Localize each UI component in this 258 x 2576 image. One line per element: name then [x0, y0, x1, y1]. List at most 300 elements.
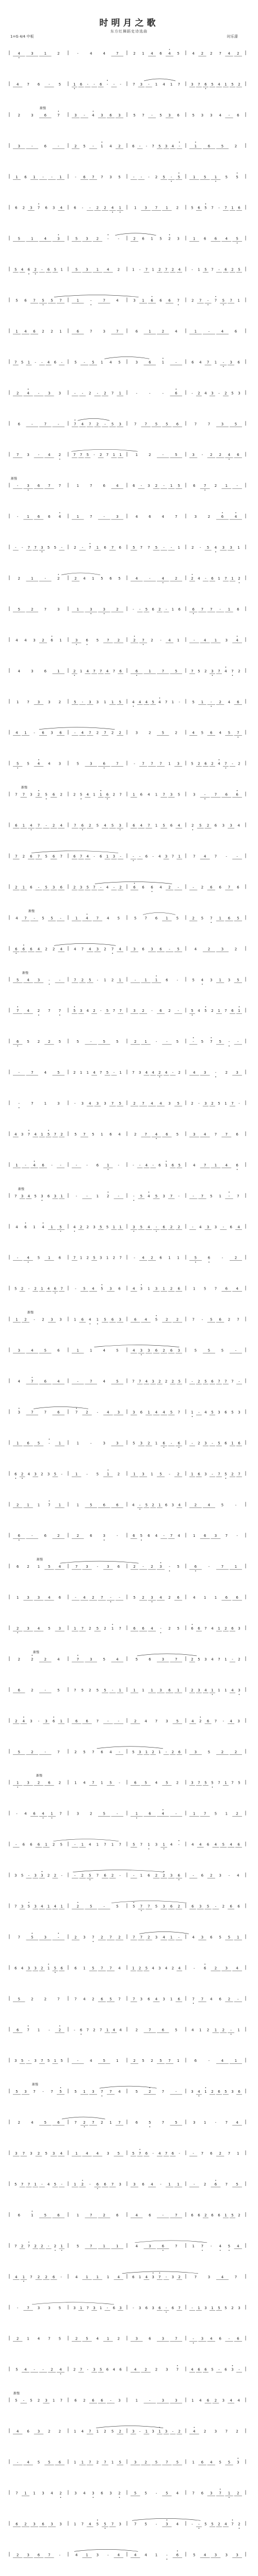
- note-digit: 7: [57, 1750, 60, 1754]
- note-digit: -: [204, 792, 206, 797]
- octave-dot: [19, 1107, 20, 1108]
- octave-dot: [104, 1539, 105, 1540]
- note-digit: 2: [21, 2244, 24, 2248]
- note-digit: 5: [30, 2398, 33, 2403]
- note-digit: -: [155, 2491, 157, 2496]
- note-digit: 1: [86, 2553, 88, 2557]
- note-digit: 5: [103, 1040, 106, 1044]
- note-digit: 1: [133, 1472, 136, 1477]
- note-digit: 6: [111, 1317, 114, 1322]
- notation-system: [9, 851, 246, 861]
- note-digit: 7: [201, 2151, 204, 2156]
- note-digit: 7: [86, 2306, 89, 2310]
- note-digit: 3: [133, 1225, 135, 1229]
- note-digit: 2: [191, 577, 194, 581]
- note-digit: -: [133, 175, 135, 179]
- note-digit: 1: [96, 267, 99, 272]
- note-digit: -: [89, 206, 91, 210]
- note-digit: 5: [163, 175, 165, 179]
- note-digit: 3: [148, 484, 150, 488]
- note-digit: 4: [158, 700, 161, 704]
- octave-dot: [166, 2312, 167, 2313]
- octave-dot: [34, 1161, 35, 1162]
- note-digit: 1: [234, 1565, 237, 1569]
- octave-dot: [97, 1324, 98, 1325]
- notation-system: [9, 357, 246, 367]
- note-digit: 2: [54, 2244, 57, 2248]
- note-digit: -: [75, 175, 76, 179]
- note-digit: -: [133, 607, 134, 612]
- note-digit: 7: [74, 823, 76, 828]
- octave-dot: [179, 173, 180, 174]
- note-digit: 1: [106, 854, 109, 859]
- note-digit: 3: [41, 1194, 43, 1198]
- notation-system: [9, 909, 246, 923]
- note-digit: 6: [101, 2398, 103, 2403]
- note-digit: 5: [48, 1565, 51, 1569]
- note-digit: 2: [18, 2121, 21, 2125]
- note-digit: 2: [231, 1472, 234, 1477]
- notation-system: [9, 1595, 246, 1602]
- note-digit: 1: [237, 298, 240, 303]
- note-digit: 5: [222, 1842, 225, 1847]
- note-digit: 4: [58, 515, 61, 519]
- note-digit: 5: [144, 2491, 147, 2496]
- octave-dot: [38, 759, 39, 760]
- note-digit: 4: [89, 1101, 91, 1106]
- note-digit: 7: [15, 854, 18, 859]
- note-digit: 4: [37, 947, 40, 952]
- note-digit: 2: [89, 1688, 91, 1692]
- note-digit: -: [191, 2522, 193, 2527]
- note-digit: 1: [149, 669, 151, 673]
- note-digit: 5: [92, 360, 94, 365]
- note-digit: 4: [151, 2182, 153, 2187]
- note-digit: 3: [27, 1596, 29, 1600]
- note-digit: 7: [96, 1719, 99, 1723]
- note-digit: 6: [57, 1410, 60, 1415]
- note-digit: 5: [27, 1904, 30, 1909]
- note-digit: 1: [214, 175, 217, 179]
- note-digit: 2: [162, 329, 165, 334]
- note-digit: 4: [135, 515, 138, 519]
- note-digit: 7: [168, 2059, 171, 2063]
- notation-system: [9, 2149, 246, 2156]
- note-digit: -: [160, 2182, 162, 2187]
- note-digit: 1: [60, 2244, 63, 2248]
- note-digit: 6: [145, 2306, 148, 2310]
- note-digit: 1: [214, 638, 217, 642]
- note-digit: 4: [81, 422, 84, 427]
- octave-dot: [105, 2528, 106, 2529]
- note-digit: 3: [79, 885, 83, 890]
- note-digit: 6: [224, 2367, 227, 2372]
- note-digit: 7: [111, 546, 114, 550]
- note-digit: 5: [54, 546, 57, 550]
- notation-system: [9, 943, 246, 954]
- note-digit: 3: [133, 298, 136, 303]
- note-digit: 4: [148, 792, 150, 797]
- note-digit: 7: [201, 1997, 204, 2002]
- note-digit: 5: [18, 236, 21, 241]
- note-digit: -: [142, 1565, 144, 1569]
- note-digit: 7: [224, 577, 227, 581]
- note-digit: -: [119, 1781, 120, 1785]
- note-digit: 1: [74, 1626, 76, 1631]
- note-digit: -: [113, 1071, 115, 1075]
- note-digit: 7: [106, 453, 109, 457]
- note-digit: -: [100, 1009, 102, 1013]
- note-digit: 5: [166, 422, 168, 427]
- note-digit: 6: [159, 947, 162, 952]
- note-digit: 1: [144, 1040, 147, 1044]
- note-digit: 2: [101, 2121, 103, 2125]
- note-digit: 7: [90, 2213, 92, 2217]
- octave-dot: [223, 366, 224, 367]
- note-digit: -: [194, 638, 195, 642]
- note-digit: 7: [192, 1317, 195, 1322]
- notation-system: [9, 1931, 246, 1942]
- note-digit: 2: [158, 1071, 161, 1075]
- note-digit: 5: [109, 1781, 112, 1785]
- note-digit: 7: [27, 2182, 30, 2187]
- octave-dot: [59, 459, 60, 460]
- note-digit: 3: [170, 792, 173, 797]
- note-digit: 7: [198, 82, 200, 87]
- octave-dot: [239, 1006, 240, 1007]
- note-digit: 6: [54, 1286, 57, 1291]
- notation-system: [9, 2082, 246, 2096]
- octave-dot: [164, 1871, 165, 1872]
- note-digit: 2: [175, 577, 178, 581]
- note-digit: 6: [101, 1997, 103, 2002]
- note-digit: -: [59, 978, 61, 982]
- note-digit: -: [207, 298, 209, 303]
- note-digit: 2: [219, 2151, 221, 2156]
- note-digit: -: [228, 113, 230, 117]
- octave-dot: [225, 768, 227, 769]
- note-digit: 6: [73, 854, 76, 859]
- note-digit: -: [133, 1194, 135, 1198]
- note-digit: 6: [22, 1842, 25, 1847]
- octave-dot: [159, 698, 160, 699]
- note-digit: 6: [103, 1503, 106, 1507]
- note-digit: 4: [118, 1966, 121, 1971]
- note-digit: 3: [191, 2090, 194, 2094]
- notation-system: [9, 971, 246, 985]
- note-digit: 4: [31, 2121, 34, 2125]
- note-digit: 1: [34, 2182, 37, 2187]
- note-digit: 2: [41, 1472, 43, 1477]
- note-digit: -: [163, 1534, 165, 1538]
- note-digit: 1: [194, 144, 197, 148]
- note-digit: 2: [42, 329, 44, 334]
- note-digit: -: [119, 1873, 121, 1878]
- note-digit: 1: [163, 1842, 165, 1847]
- octave-dot: [159, 1076, 160, 1077]
- note-digit: 1: [76, 607, 79, 612]
- note-digit: 6: [191, 360, 194, 365]
- note-digit: 7: [224, 1009, 227, 1013]
- note-digit: 6: [237, 360, 240, 365]
- note-digit: 1: [237, 2028, 240, 2032]
- note-digit: 4: [15, 731, 18, 735]
- note-digit: 6: [48, 1781, 51, 1785]
- note-digit: 5: [109, 1997, 112, 2002]
- note-digit: 6: [201, 1873, 204, 1878]
- note-digit: 4: [142, 1256, 144, 1260]
- note-digit: 3: [204, 1657, 207, 1662]
- note-digit: -: [232, 1657, 233, 1662]
- note-digit: 1: [106, 1256, 109, 1260]
- note-digit: 2: [73, 1071, 76, 1075]
- note-digit: 4: [168, 638, 171, 642]
- note-digit: 2: [96, 206, 99, 210]
- note-digit: 1: [132, 267, 135, 272]
- note-digit: -: [28, 1873, 30, 1878]
- note-digit: 7: [109, 1935, 112, 1940]
- note-digit: 3: [58, 1626, 61, 1631]
- note-digit: -: [110, 2398, 111, 2403]
- note-digit: 4: [89, 947, 91, 952]
- note-digit: 1: [132, 1966, 135, 1971]
- note-digit: 6: [207, 144, 211, 148]
- note-digit: 1: [27, 360, 30, 365]
- note-digit: 4: [24, 2367, 27, 2372]
- note-digit: 3: [34, 1873, 37, 1878]
- note-digit: 3: [34, 1966, 37, 1971]
- note-digit: -: [228, 1194, 230, 1198]
- note-digit: 7: [81, 947, 84, 952]
- note-digit: 5: [60, 2059, 63, 2063]
- octave-dot: [60, 1231, 61, 1232]
- octave-dot: [19, 1408, 20, 1409]
- note-digit: 3: [41, 546, 43, 550]
- note-digit: 4: [47, 1286, 50, 1291]
- note-digit: 2: [58, 2429, 61, 2434]
- note-digit: 4: [103, 1348, 106, 1353]
- note-digit: 6: [218, 2213, 220, 2217]
- note-digit: 2: [15, 1719, 18, 1723]
- note-digit: 5: [117, 2151, 120, 2156]
- octave-dot: [60, 2374, 61, 2375]
- note-digit: 3: [214, 1534, 217, 1538]
- note-digit: 2: [210, 1873, 213, 1878]
- note-digit: 2: [100, 453, 102, 457]
- note-digit: 2: [44, 1657, 47, 1662]
- note-digit: 7: [221, 1565, 224, 1569]
- note-digit: 6: [140, 1410, 143, 1415]
- note-digit: 3: [230, 546, 232, 550]
- note-digit: 1: [103, 2244, 106, 2248]
- note-digit: 2: [176, 206, 179, 210]
- note-digit: 2: [86, 1225, 89, 1229]
- note-digit: 2: [73, 885, 76, 890]
- note-digit: 2: [22, 854, 25, 859]
- octave-dot: [46, 799, 47, 800]
- note-digit: 2: [171, 1966, 174, 1971]
- note-digit: 2: [166, 1317, 168, 1322]
- note-digit: 4: [204, 391, 207, 396]
- note-digit: 1: [192, 2460, 195, 2465]
- note-digit: 3: [230, 360, 232, 365]
- note-digit: 7: [178, 82, 180, 87]
- note-digit: 7: [18, 1935, 21, 1940]
- note-digit: 7: [211, 206, 214, 210]
- note-digit: 4: [155, 1132, 158, 1137]
- note-digit: -: [191, 2306, 193, 2310]
- note-digit: 7: [142, 113, 144, 117]
- note-digit: 5: [178, 792, 180, 797]
- note-digit: 5: [75, 236, 78, 241]
- note-digit: 6: [178, 1873, 180, 1878]
- note-digit: 1: [225, 1811, 228, 1816]
- notation-system: [9, 1964, 246, 1973]
- note-digit: 7: [230, 298, 232, 303]
- note-digit: 1: [224, 82, 227, 87]
- note-digit: 3: [57, 607, 60, 612]
- note-digit: 4: [191, 2028, 194, 2032]
- note-digit: 7: [111, 2522, 114, 2527]
- note-digit: 1: [15, 175, 18, 179]
- note-digit: 4: [151, 1626, 153, 1631]
- notation-system: [9, 1624, 246, 1633]
- note-digit: 6: [24, 1225, 27, 1229]
- note-digit: 5: [144, 1781, 147, 1785]
- note-digit: 3: [222, 2398, 225, 2403]
- note-digit: 5: [145, 1966, 148, 1971]
- note-digit: 1: [119, 206, 121, 210]
- note-digit: 4: [148, 1225, 150, 1229]
- note-digit: 3: [74, 113, 77, 117]
- note-digit: 4: [86, 792, 89, 797]
- note-digit: 6: [211, 1379, 214, 1384]
- note-digit: 7: [162, 669, 165, 673]
- notation-system: [9, 786, 246, 800]
- note-digit: 5: [58, 2336, 61, 2341]
- octave-dot: [38, 1014, 39, 1015]
- note-digit: -: [149, 577, 151, 581]
- note-digit: 3: [21, 1904, 24, 1909]
- note-digit: 2: [178, 1071, 181, 1075]
- note-digit: 2: [92, 1997, 94, 2002]
- note-digit: 1: [47, 1966, 50, 1971]
- note-digit: 7: [75, 1565, 78, 1569]
- note-digit: 7: [138, 1379, 141, 1384]
- note-digit: 2: [41, 2244, 43, 2248]
- note-digit: 6: [74, 1966, 77, 1971]
- note-digit: 2: [133, 236, 136, 241]
- octave-dot: [134, 636, 135, 637]
- note-digit: 7: [170, 1194, 173, 1198]
- note-digit: 3: [163, 1194, 165, 1198]
- note-digit: 1: [101, 144, 103, 148]
- note-digit: 3: [119, 2182, 121, 2187]
- note-digit: 1: [203, 2121, 206, 2125]
- note-digit: 3: [109, 175, 112, 179]
- octave-dot: [58, 111, 59, 112]
- note-digit: 4: [192, 1935, 195, 1940]
- note-digit: -: [179, 2151, 180, 2156]
- note-digit: 3: [90, 1657, 92, 1662]
- note-digit: 7: [104, 2460, 106, 2465]
- note-digit: 6: [103, 761, 106, 766]
- note-digit: 6: [198, 1626, 200, 1631]
- note-digit: 3: [30, 1719, 33, 1723]
- note-digit: 6: [60, 885, 62, 890]
- slur-mark: [39, 727, 115, 730]
- note-digit: 2: [37, 2398, 40, 2403]
- note-digit: 5: [176, 1040, 179, 1044]
- note-digit: 3: [52, 2151, 55, 2156]
- note-digit: 7: [92, 1935, 94, 1940]
- note-digit: 2: [236, 2429, 238, 2434]
- note-digit: 3: [37, 2429, 40, 2434]
- note-digit: 6: [134, 1781, 137, 1785]
- note-digit: 6: [37, 82, 40, 87]
- note-digit: 6: [231, 1009, 234, 1013]
- note-digit: 6: [198, 2213, 200, 2217]
- note-digit: -: [192, 2336, 194, 2341]
- note-digit: 3: [159, 1688, 162, 1692]
- expression-mark: 渐慢: [36, 1774, 43, 1778]
- octave-dot: [177, 2365, 178, 2366]
- note-digit: 5: [193, 2553, 196, 2557]
- note-digit: 6: [171, 2306, 174, 2310]
- note-digit: 4: [33, 1163, 36, 1167]
- note-digit: 7: [134, 422, 137, 427]
- note-digit: 3: [24, 2090, 27, 2094]
- note-digit: 6: [203, 236, 206, 241]
- octave-dot: [42, 1871, 43, 1872]
- note-digit: 1: [101, 1132, 103, 1137]
- octave-dot: [52, 636, 53, 637]
- score-title: 时明月之歌: [99, 18, 159, 28]
- note-digit: 7: [162, 2090, 165, 2094]
- note-digit: 3: [37, 978, 40, 982]
- note-digit: 4: [133, 1348, 135, 1353]
- note-digit: -: [75, 1194, 77, 1198]
- note-digit: -: [61, 1472, 62, 1477]
- note-digit: 6: [191, 2213, 194, 2217]
- slur-mark: [97, 1747, 163, 1749]
- note-digit: 3: [27, 1966, 30, 1971]
- note-digit: 3: [75, 638, 78, 642]
- note-digit: 1: [224, 1688, 227, 1692]
- note-digit: -: [104, 422, 106, 427]
- note-digit: 6: [238, 1441, 240, 1446]
- note-digit: 6: [18, 1534, 21, 1538]
- note-digit: 7: [104, 731, 106, 735]
- note-digit: 3: [83, 1935, 86, 1940]
- note-digit: 5: [100, 2367, 102, 2372]
- note-digit: 3: [165, 854, 168, 859]
- note-digit: 4: [37, 2336, 40, 2341]
- octave-dot: [102, 142, 103, 143]
- note-digit: 3: [51, 731, 53, 735]
- octave-dot: [193, 613, 194, 614]
- note-digit: -: [160, 638, 162, 642]
- expression-mark: 渐慢: [33, 1650, 40, 1654]
- note-digit: 2: [211, 2090, 214, 2094]
- note-digit: 6: [81, 1317, 84, 1322]
- note-digit: 5: [42, 298, 44, 303]
- note-digit: 7: [214, 1286, 217, 1291]
- note-digit: 7: [76, 1657, 79, 1662]
- note-digit: 4: [15, 2275, 18, 2279]
- note-digit: 5: [224, 1472, 227, 1477]
- note-digit: 7: [203, 1811, 206, 1816]
